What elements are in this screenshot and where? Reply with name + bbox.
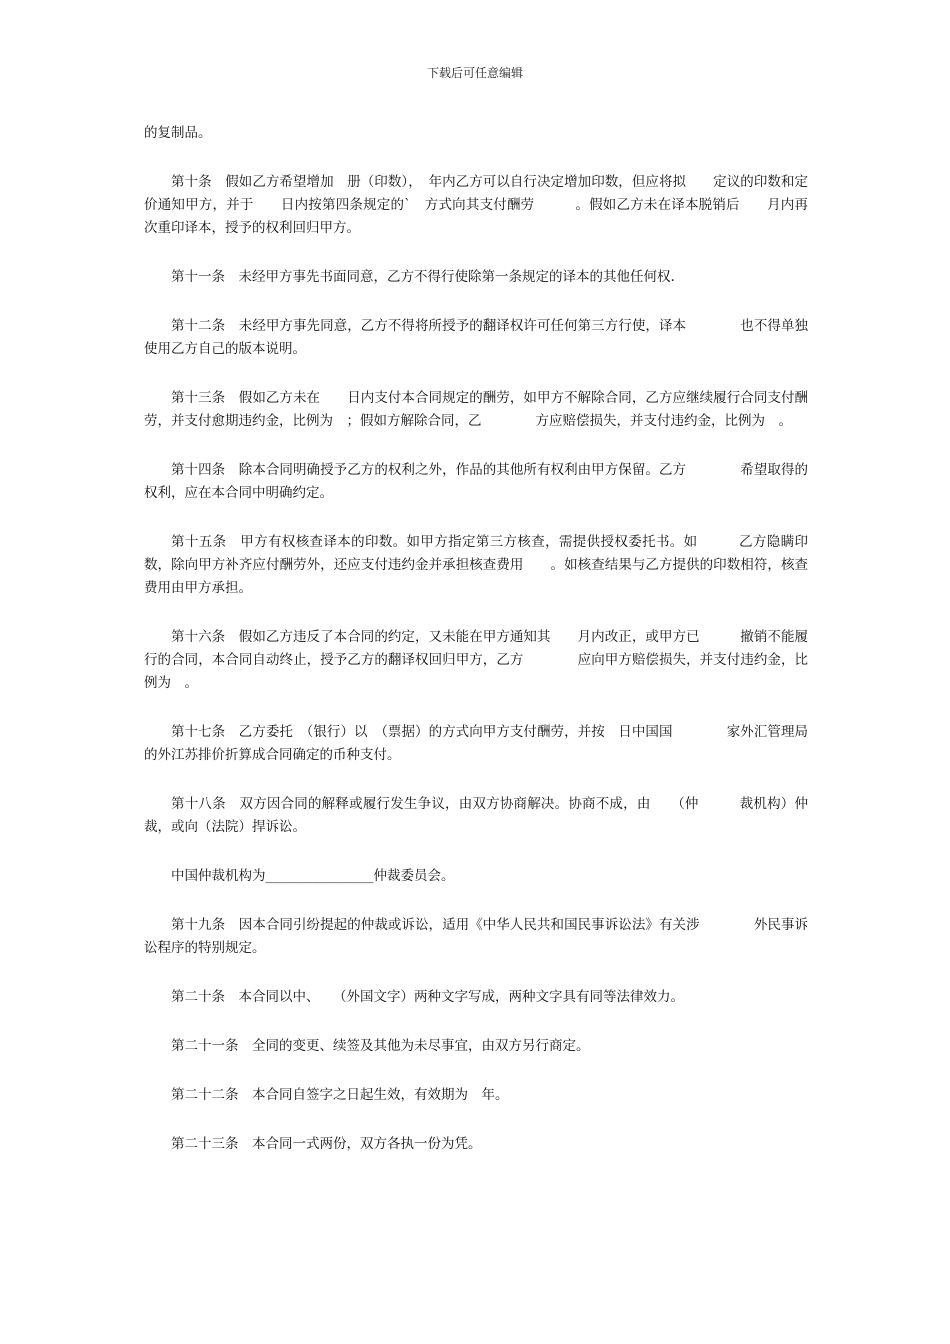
- article-19: 第十九条 因本合同引纷提起的仲裁或诉讼，适用《中华人民共和国民事诉讼法》有关涉 外民事诉讼程序的特别规定。: [144, 917, 808, 956]
- article-23: 第二十三条 本合同一式两份，双方各执一份为凭。: [171, 1136, 482, 1152]
- article-21: 第二十一条 全同的变更、续签及其他为未尽事宜，由双方另行商定。: [171, 1038, 590, 1054]
- article-13: 第十三条 假如乙方未在 日内支付本合同规定的酬劳，如甲方不解除合同，乙方应继续履行合同支付酬劳，并支付愈期违约金，比例为 ；假如方解除合同，乙 方应赔偿损失，并支付违约金，比例为 。: [144, 390, 808, 429]
- article-17: 第十七条 乙方委托 （银行）以 （票据）的方式向甲方支付酬劳，并按 日中国国 家外汇管理局的外江苏排价折算成合同确定的币种支付。: [144, 724, 808, 763]
- contract-body: [144, 122, 808, 1182]
- article-16: 第十六条 假如乙方违反了本合同的约定，又未能在甲方通知其 月内改正，或甲方已 撤销不能履行的合同，本合同自动终止，授予乙方的翻译权回归甲方，乙方 应向甲方赔偿损失，并支付违约金，比例为 。: [144, 629, 808, 691]
- article-20: 第二十条 本合同以中、 （外国文字）两种文字写成，两种文字具有同等法律效力。: [171, 989, 684, 1005]
- paragraph-continuation: 的复制品。: [144, 125, 212, 141]
- article-15: 第十五条 甲方有权核查译本的印数。如甲方指定第三方核查，需提供授权委托书。如 乙方隐瞒印数，除向甲方补齐应付酬劳外，还应支付违约金并承担核查费用 。如核查结果与乙方提供的印数相符，核查费用由甲方承担。: [144, 534, 808, 596]
- article-22: 第二十二条 本合同自签字之日起生效，有效期为 年。: [171, 1087, 509, 1103]
- arbitration-institution-line: 中国仲裁机构为________________仲裁委员会。: [171, 868, 455, 884]
- article-18: 第十八条 双方因合同的解释或履行发生争议，由双方协商解决。协商不成，由 （仲 裁机构）仲裁，或向（法院）捍诉讼。: [144, 796, 808, 835]
- article-12: 第十二条 未经甲方事先同意，乙方不得将所授予的翻译权许可任何第三方行使，译本 也不得单独使用乙方自己的版本说明。: [144, 318, 808, 357]
- page-header-note: 下载后可任意编辑: [426, 66, 523, 80]
- article-11: 第十一条 未经甲方事先书面同意，乙方不得行使除第一条规定的译本的其他任何权.: [171, 269, 675, 285]
- article-10: 第十条 假如乙方希望增加 册（印数）， 年内乙方可以自行决定增加印数，但应将拟 定议的印数和定价通知甲方，并于 日内按第四条规定的` 方式向其支付酬劳 。假如乙方未在译本脱销后 月内再次重印译本，授予的权利回归甲方。: [144, 174, 808, 236]
- article-14: 第十四条 除本合同明确授予乙方的权利之外，作品的其他所有权利由甲方保留。乙方 希望取得的权利，应在本合同中明确约定。: [144, 462, 808, 501]
